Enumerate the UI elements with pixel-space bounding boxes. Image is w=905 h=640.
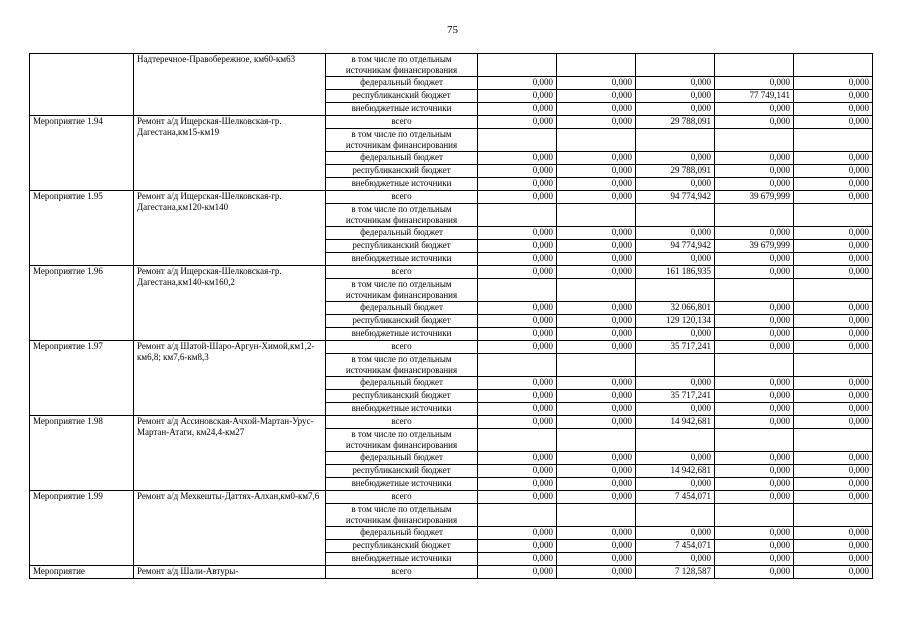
funding-source-cell: республиканский бюджет <box>326 240 478 253</box>
amount-cell <box>478 279 557 302</box>
funding-source-cell: федеральный бюджет <box>326 377 478 390</box>
amount-cell: 0,000 <box>557 328 636 341</box>
amount-cell: 0,000 <box>636 227 715 240</box>
amount-cell <box>557 279 636 302</box>
measure-cell: Мероприятие 1.98 <box>30 416 134 491</box>
amount-cell <box>636 279 715 302</box>
amount-cell: 0,000 <box>478 341 557 354</box>
amount-cell <box>636 354 715 377</box>
funding-source-cell: всего <box>326 566 478 579</box>
amount-cell: 0,000 <box>478 315 557 328</box>
amount-cell: 0,000 <box>478 465 557 478</box>
amount-cell: 0,000 <box>557 341 636 354</box>
amount-cell: 0,000 <box>557 266 636 279</box>
funding-source-cell: республиканский бюджет <box>326 390 478 403</box>
amount-cell <box>478 204 557 227</box>
amount-cell: 94 774,942 <box>636 191 715 204</box>
amount-cell <box>794 354 873 377</box>
funding-source-cell: внебюджетные источники <box>326 328 478 341</box>
amount-cell <box>794 204 873 227</box>
amount-cell: 0,000 <box>478 165 557 178</box>
amount-cell <box>557 129 636 152</box>
amount-cell: 0,000 <box>478 527 557 540</box>
amount-cell: 0,000 <box>715 253 794 266</box>
amount-cell: 29 788,091 <box>636 165 715 178</box>
funding-source-cell: всего <box>326 416 478 429</box>
amount-cell <box>794 129 873 152</box>
amount-cell: 0,000 <box>478 152 557 165</box>
amount-cell: 0,000 <box>794 377 873 390</box>
funding-source-cell: всего <box>326 266 478 279</box>
object-name-cell: Ремонт а/д Шали-Автуры- <box>134 566 326 579</box>
amount-cell: 0,000 <box>478 478 557 491</box>
amount-cell: 0,000 <box>636 178 715 191</box>
amount-cell: 0,000 <box>557 390 636 403</box>
amount-cell <box>478 429 557 452</box>
funding-source-cell: в том числе по отдельным источникам финансирования <box>326 129 478 152</box>
funding-source-cell: внебюджетные источники <box>326 178 478 191</box>
amount-cell: 0,000 <box>794 527 873 540</box>
amount-cell: 0,000 <box>478 302 557 315</box>
amount-cell <box>478 504 557 527</box>
amount-cell: 0,000 <box>557 240 636 253</box>
funding-source-cell: в том числе по отдельным источникам финансирования <box>326 429 478 452</box>
amount-cell: 0,000 <box>715 302 794 315</box>
amount-cell: 0,000 <box>715 266 794 279</box>
amount-cell: 0,000 <box>557 377 636 390</box>
funding-source-cell: внебюджетные источники <box>326 478 478 491</box>
amount-cell: 0,000 <box>794 315 873 328</box>
amount-cell <box>715 204 794 227</box>
amount-cell: 0,000 <box>557 416 636 429</box>
amount-cell: 0,000 <box>715 77 794 90</box>
amount-cell: 0,000 <box>715 328 794 341</box>
amount-cell: 0,000 <box>636 90 715 103</box>
amount-cell: 0,000 <box>478 103 557 116</box>
object-name-cell: Ремонт а/д Ищерская-Шелковская-гр. Дагестана,км15-км19 <box>134 116 326 191</box>
amount-cell: 77 749,141 <box>715 90 794 103</box>
measure-cell <box>30 54 134 116</box>
amount-cell <box>557 354 636 377</box>
funding-source-cell: в том числе по отдельным источникам финансирования <box>326 504 478 527</box>
measure-cell: Мероприятие <box>30 566 134 579</box>
measure-cell: Мероприятие 1.94 <box>30 116 134 191</box>
budget-table <box>29 53 873 579</box>
amount-cell: 0,000 <box>636 103 715 116</box>
amount-cell: 0,000 <box>557 302 636 315</box>
amount-cell: 0,000 <box>636 77 715 90</box>
amount-cell <box>636 204 715 227</box>
amount-cell: 0,000 <box>715 478 794 491</box>
amount-cell <box>478 129 557 152</box>
amount-cell: 0,000 <box>557 491 636 504</box>
amount-cell: 0,000 <box>794 116 873 129</box>
amount-cell: 0,000 <box>794 253 873 266</box>
amount-cell: 14 942,681 <box>636 465 715 478</box>
object-name-cell: Ремонт а/д Ищерская-Шелковская-гр. Дагестана,км120-км140 <box>134 191 326 266</box>
amount-cell <box>794 279 873 302</box>
amount-cell: 35 717,241 <box>636 390 715 403</box>
amount-cell <box>715 354 794 377</box>
object-name-cell: Ремонт а/д Мехкешты-Даттях-Алхан,км0-км7,6 <box>134 491 326 566</box>
amount-cell: 0,000 <box>715 491 794 504</box>
funding-source-cell: в том числе по отдельным источникам финансирования <box>326 54 478 77</box>
amount-cell: 0,000 <box>794 266 873 279</box>
amount-cell: 0,000 <box>557 165 636 178</box>
amount-cell: 0,000 <box>557 191 636 204</box>
amount-cell: 0,000 <box>794 465 873 478</box>
funding-source-cell: всего <box>326 341 478 354</box>
amount-cell: 0,000 <box>794 328 873 341</box>
amount-cell: 32 066,801 <box>636 302 715 315</box>
amount-cell: 0,000 <box>715 403 794 416</box>
table-row <box>30 566 873 579</box>
amount-cell: 0,000 <box>478 253 557 266</box>
amount-cell: 7 454,071 <box>636 491 715 504</box>
funding-source-cell: в том числе по отдельным источникам финансирования <box>326 204 478 227</box>
amount-cell <box>715 429 794 452</box>
funding-source-cell: федеральный бюджет <box>326 227 478 240</box>
amount-cell <box>715 54 794 77</box>
amount-cell <box>636 54 715 77</box>
funding-source-cell: всего <box>326 491 478 504</box>
amount-cell: 0,000 <box>478 178 557 191</box>
amount-cell <box>715 129 794 152</box>
amount-cell: 0,000 <box>636 403 715 416</box>
funding-source-cell: внебюджетные источники <box>326 553 478 566</box>
amount-cell: 0,000 <box>478 540 557 553</box>
amount-cell: 39 679,999 <box>715 191 794 204</box>
amount-cell: 0,000 <box>636 478 715 491</box>
table-row <box>30 191 873 204</box>
amount-cell: 0,000 <box>557 465 636 478</box>
amount-cell: 0,000 <box>794 165 873 178</box>
amount-cell: 0,000 <box>794 416 873 429</box>
amount-cell: 7 454,071 <box>636 540 715 553</box>
amount-cell <box>557 54 636 77</box>
funding-source-cell: республиканский бюджет <box>326 540 478 553</box>
amount-cell: 0,000 <box>478 390 557 403</box>
amount-cell <box>557 504 636 527</box>
funding-source-cell: федеральный бюджет <box>326 152 478 165</box>
amount-cell: 0,000 <box>715 315 794 328</box>
amount-cell: 0,000 <box>794 77 873 90</box>
amount-cell: 0,000 <box>636 527 715 540</box>
amount-cell: 0,000 <box>478 452 557 465</box>
amount-cell: 129 120,134 <box>636 315 715 328</box>
amount-cell <box>478 354 557 377</box>
amount-cell: 0,000 <box>478 227 557 240</box>
amount-cell: 94 774,942 <box>636 240 715 253</box>
amount-cell: 0,000 <box>478 77 557 90</box>
table-row <box>30 341 873 354</box>
amount-cell <box>794 504 873 527</box>
funding-source-cell: в том числе по отдельным источникам финансирования <box>326 279 478 302</box>
page-number: 75 <box>447 24 458 36</box>
amount-cell: 0,000 <box>794 390 873 403</box>
amount-cell: 0,000 <box>794 553 873 566</box>
amount-cell: 0,000 <box>794 240 873 253</box>
amount-cell: 0,000 <box>557 152 636 165</box>
measure-cell: Мероприятие 1.95 <box>30 191 134 266</box>
amount-cell: 0,000 <box>478 90 557 103</box>
amount-cell: 14 942,681 <box>636 416 715 429</box>
table-row <box>30 266 873 279</box>
amount-cell: 0,000 <box>636 452 715 465</box>
amount-cell: 0,000 <box>636 377 715 390</box>
amount-cell: 0,000 <box>557 452 636 465</box>
amount-cell: 0,000 <box>715 116 794 129</box>
measure-cell: Мероприятие 1.97 <box>30 341 134 416</box>
amount-cell: 0,000 <box>557 478 636 491</box>
amount-cell: 0,000 <box>715 553 794 566</box>
amount-cell: 0,000 <box>636 328 715 341</box>
funding-source-cell: федеральный бюджет <box>326 77 478 90</box>
amount-cell: 7 128,587 <box>636 566 715 579</box>
amount-cell: 0,000 <box>636 152 715 165</box>
amount-cell: 0,000 <box>557 253 636 266</box>
amount-cell: 0,000 <box>794 103 873 116</box>
amount-cell: 0,000 <box>636 553 715 566</box>
amount-cell <box>794 54 873 77</box>
amount-cell <box>715 279 794 302</box>
funding-source-cell: внебюджетные источники <box>326 103 478 116</box>
amount-cell <box>636 429 715 452</box>
amount-cell: 0,000 <box>636 253 715 266</box>
amount-cell: 0,000 <box>794 403 873 416</box>
funding-source-cell: всего <box>326 116 478 129</box>
amount-cell: 0,000 <box>715 465 794 478</box>
amount-cell: 0,000 <box>557 77 636 90</box>
amount-cell <box>478 54 557 77</box>
amount-cell: 0,000 <box>478 266 557 279</box>
table-row <box>30 54 873 77</box>
amount-cell: 0,000 <box>715 540 794 553</box>
amount-cell: 0,000 <box>557 227 636 240</box>
funding-source-cell: федеральный бюджет <box>326 527 478 540</box>
amount-cell: 0,000 <box>715 452 794 465</box>
amount-cell: 0,000 <box>715 527 794 540</box>
amount-cell: 0,000 <box>794 152 873 165</box>
amount-cell: 0,000 <box>557 566 636 579</box>
measure-cell: Мероприятие 1.99 <box>30 491 134 566</box>
funding-source-cell: федеральный бюджет <box>326 452 478 465</box>
amount-cell: 39 679,999 <box>715 240 794 253</box>
funding-source-cell: федеральный бюджет <box>326 302 478 315</box>
amount-cell: 0,000 <box>715 390 794 403</box>
amount-cell: 0,000 <box>715 566 794 579</box>
amount-cell: 0,000 <box>557 116 636 129</box>
amount-cell: 0,000 <box>478 116 557 129</box>
funding-source-cell: внебюджетные источники <box>326 403 478 416</box>
amount-cell: 0,000 <box>478 240 557 253</box>
table-row <box>30 116 873 129</box>
amount-cell: 0,000 <box>557 540 636 553</box>
object-name-cell: Надтеречное-Правобережное, км60-км63 <box>134 54 326 116</box>
table-row <box>30 416 873 429</box>
amount-cell <box>715 504 794 527</box>
amount-cell: 0,000 <box>794 540 873 553</box>
amount-cell: 161 186,935 <box>636 266 715 279</box>
amount-cell: 0,000 <box>478 566 557 579</box>
amount-cell: 0,000 <box>794 191 873 204</box>
amount-cell: 0,000 <box>478 491 557 504</box>
table-row <box>30 491 873 504</box>
amount-cell: 0,000 <box>794 341 873 354</box>
amount-cell: 0,000 <box>478 416 557 429</box>
funding-source-cell: внебюджетные источники <box>326 253 478 266</box>
amount-cell: 0,000 <box>478 191 557 204</box>
amount-cell: 0,000 <box>715 341 794 354</box>
amount-cell: 0,000 <box>794 491 873 504</box>
amount-cell: 0,000 <box>557 103 636 116</box>
object-name-cell: Ремонт а/д Шатой-Шаро-Аргун-Химой,км1,2-км6,8; км7,6-км8,3 <box>134 341 326 416</box>
object-name-cell: Ремонт а/д Ищерская-Шелковская-гр. Дагестана,км140-км160,2 <box>134 266 326 341</box>
amount-cell: 0,000 <box>715 165 794 178</box>
amount-cell: 0,000 <box>557 90 636 103</box>
amount-cell <box>794 429 873 452</box>
funding-source-cell: в том числе по отдельным источникам финансирования <box>326 354 478 377</box>
amount-cell: 0,000 <box>794 302 873 315</box>
amount-cell: 0,000 <box>557 315 636 328</box>
funding-source-cell: республиканский бюджет <box>326 90 478 103</box>
amount-cell: 0,000 <box>794 566 873 579</box>
amount-cell: 0,000 <box>715 377 794 390</box>
amount-cell: 0,000 <box>478 553 557 566</box>
amount-cell: 0,000 <box>794 178 873 191</box>
amount-cell <box>557 429 636 452</box>
amount-cell: 35 717,241 <box>636 341 715 354</box>
amount-cell: 0,000 <box>715 152 794 165</box>
amount-cell: 0,000 <box>557 527 636 540</box>
amount-cell: 0,000 <box>715 416 794 429</box>
funding-source-cell: всего <box>326 191 478 204</box>
funding-source-cell: республиканский бюджет <box>326 315 478 328</box>
amount-cell: 0,000 <box>557 403 636 416</box>
amount-cell: 0,000 <box>715 227 794 240</box>
amount-cell <box>636 129 715 152</box>
amount-cell: 0,000 <box>715 178 794 191</box>
funding-source-cell: республиканский бюджет <box>326 165 478 178</box>
amount-cell: 29 788,091 <box>636 116 715 129</box>
amount-cell: 0,000 <box>557 553 636 566</box>
amount-cell: 0,000 <box>478 377 557 390</box>
amount-cell: 0,000 <box>478 328 557 341</box>
amount-cell: 0,000 <box>715 103 794 116</box>
amount-cell <box>636 504 715 527</box>
budget-table-body <box>30 54 873 579</box>
amount-cell <box>557 204 636 227</box>
amount-cell: 0,000 <box>794 90 873 103</box>
funding-source-cell: республиканский бюджет <box>326 465 478 478</box>
measure-cell: Мероприятие 1.96 <box>30 266 134 341</box>
amount-cell: 0,000 <box>794 227 873 240</box>
amount-cell: 0,000 <box>794 478 873 491</box>
amount-cell: 0,000 <box>794 452 873 465</box>
amount-cell: 0,000 <box>478 403 557 416</box>
object-name-cell: Ремонт а/д Ассиновская-Ачхой-Мартан-Урус-Мартан-Атаги, км24,4-км27 <box>134 416 326 491</box>
amount-cell: 0,000 <box>557 178 636 191</box>
